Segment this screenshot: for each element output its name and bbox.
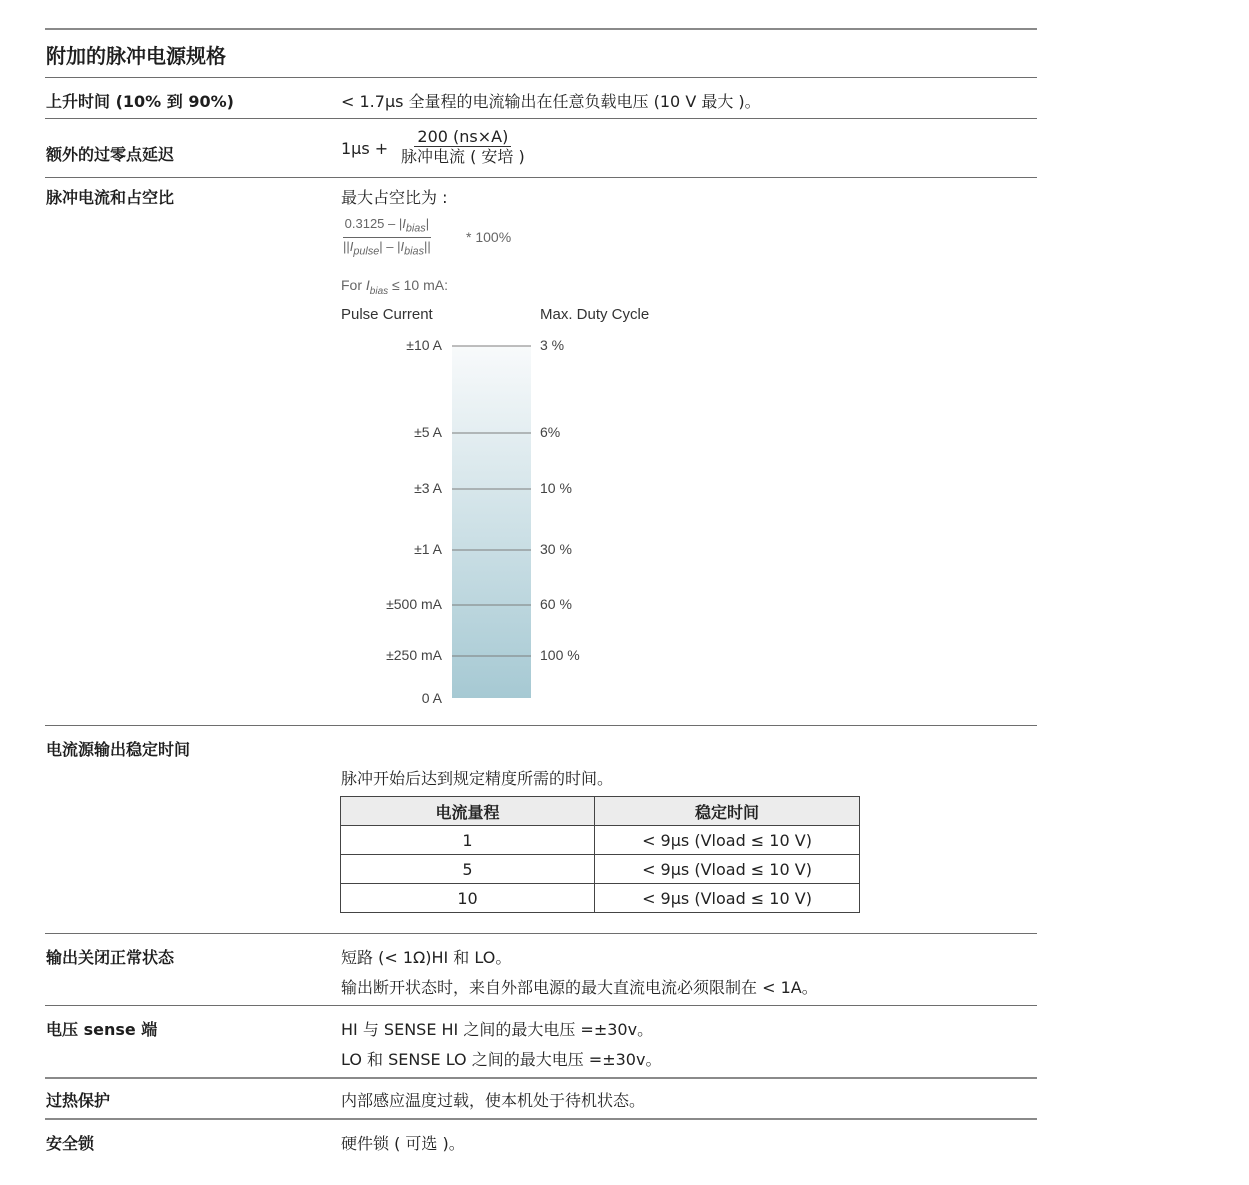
cell-time: < 9μs (Vload ≤ 10 V) [595, 855, 860, 884]
output-off-line2: 输出断开状态时，来自外部电源的最大直流电流必须限制在 < 1A。 [341, 978, 818, 997]
baseline-label: 0 A [421, 690, 442, 706]
formula-sub: bias [405, 222, 426, 235]
rise-time-label: 上升时间 (10% 到 90%) [46, 92, 234, 111]
cell-time: < 9μs (Vload ≤ 10 V) [595, 826, 860, 855]
table-row [341, 826, 860, 855]
duty-formula [341, 216, 433, 260]
pulse-current-label: ±250 mA [386, 647, 442, 663]
formula-sub: bias [404, 245, 424, 258]
top-divider [45, 28, 1037, 30]
divider [45, 725, 1037, 726]
condition-suffix: ≤ 10 mA: [388, 277, 448, 293]
zero-cross-delay-fraction [398, 127, 528, 167]
formula-var: I [400, 238, 405, 254]
duty-cycle-label: 3 % [540, 337, 565, 353]
divider [45, 177, 1037, 178]
divider [45, 77, 1037, 78]
formula-multiplier: * 100% [466, 229, 512, 245]
duty-cycle-chart [340, 330, 640, 720]
pulse-current-label: ±3 A [414, 480, 442, 496]
duty-condition [341, 277, 448, 297]
pulse-current-label: ±10 A [406, 337, 442, 353]
cell-range: 5 [341, 855, 595, 884]
safety-lock-value: 硬件锁 ( 可选 )。 [341, 1134, 465, 1153]
duty-cycle-label: 6% [540, 424, 561, 440]
formula-bar: | [425, 216, 430, 231]
duty-cycle-label: 30 % [540, 541, 572, 557]
voltage-sense-line1: HI 与 SENSE HI 之间的最大电压 =±30v。 [341, 1020, 654, 1039]
table-row [341, 855, 860, 884]
fraction-denominator: 脉冲电流 ( 安培 ) [401, 147, 525, 166]
formula-denominator [341, 238, 433, 261]
chart-max-duty-header: Max. Duty Cycle [540, 306, 650, 323]
safety-lock-label: 安全锁 [46, 1134, 95, 1153]
formula-numerator [343, 216, 431, 238]
condition-sub: bias [369, 285, 389, 297]
header-settling-time: 稳定时间 [595, 797, 860, 826]
output-off-label: 输出关闭正常状态 [46, 948, 175, 967]
voltage-sense-label: 电压 sense 端 [46, 1020, 158, 1039]
duty-intro: 最大占空比为 : [341, 188, 448, 207]
formula-sub: pulse [353, 245, 380, 258]
formula-bar: || [424, 238, 431, 254]
pulse-current-label: ±5 A [414, 424, 442, 440]
section-title: 附加的脉冲电源规格 [46, 44, 226, 68]
divider [45, 933, 1037, 934]
rise-time-value: < 1.7μs 全量程的电流输出在任意负载电压 (10 V 最大 )。 [341, 92, 761, 111]
overheat-value: 内部感应温度过载，使本机处于待机状态。 [341, 1091, 646, 1110]
chart-pulse-current-header: Pulse Current [341, 306, 433, 323]
divider [45, 118, 1037, 119]
cell-time: < 9μs (Vload ≤ 10 V) [595, 884, 860, 913]
zero-cross-delay-label: 额外的过零点延迟 [46, 145, 175, 164]
cell-range: 1 [341, 826, 595, 855]
table-header-row [341, 797, 860, 826]
pulse-duty-label: 脉冲电流和占空比 [46, 188, 175, 207]
pulse-current-label: ±500 mA [386, 596, 442, 612]
condition-prefix: For [341, 277, 366, 293]
divider [45, 1005, 1037, 1006]
duty-cycle-label: 100 % [540, 647, 580, 663]
duty-cycle-bar [452, 346, 531, 698]
output-off-line1: 短路 (< 1Ω)HI 和 LO。 [341, 948, 512, 967]
divider [45, 1118, 1037, 1120]
formula-bar: || [343, 238, 350, 254]
formula-var: I [402, 216, 406, 231]
zero-cross-delay-prefix: 1μs + [341, 139, 389, 158]
header-current-range: 电流量程 [341, 797, 595, 826]
formula-var: I [349, 238, 354, 254]
formula-const: 0.3125 – | [344, 216, 403, 231]
condition-var: I [365, 277, 370, 293]
cell-range: 10 [341, 884, 595, 913]
settling-label: 电流源输出稳定时间 [46, 740, 191, 759]
settling-description: 脉冲开始后达到规定精度所需的时间。 [341, 769, 614, 788]
overheat-label: 过热保护 [46, 1091, 111, 1110]
fraction-numerator: 200 (ns×A) [414, 127, 511, 147]
duty-cycle-label: 60 % [540, 596, 572, 612]
divider [45, 1077, 1037, 1079]
table-row [341, 884, 860, 913]
formula-minus: | – | [379, 238, 401, 254]
voltage-sense-line2: LO 和 SENSE LO 之间的最大电压 =±30v。 [341, 1050, 662, 1069]
settling-table [340, 796, 860, 913]
duty-cycle-label: 10 % [540, 480, 572, 496]
pulse-current-label: ±1 A [414, 541, 442, 557]
